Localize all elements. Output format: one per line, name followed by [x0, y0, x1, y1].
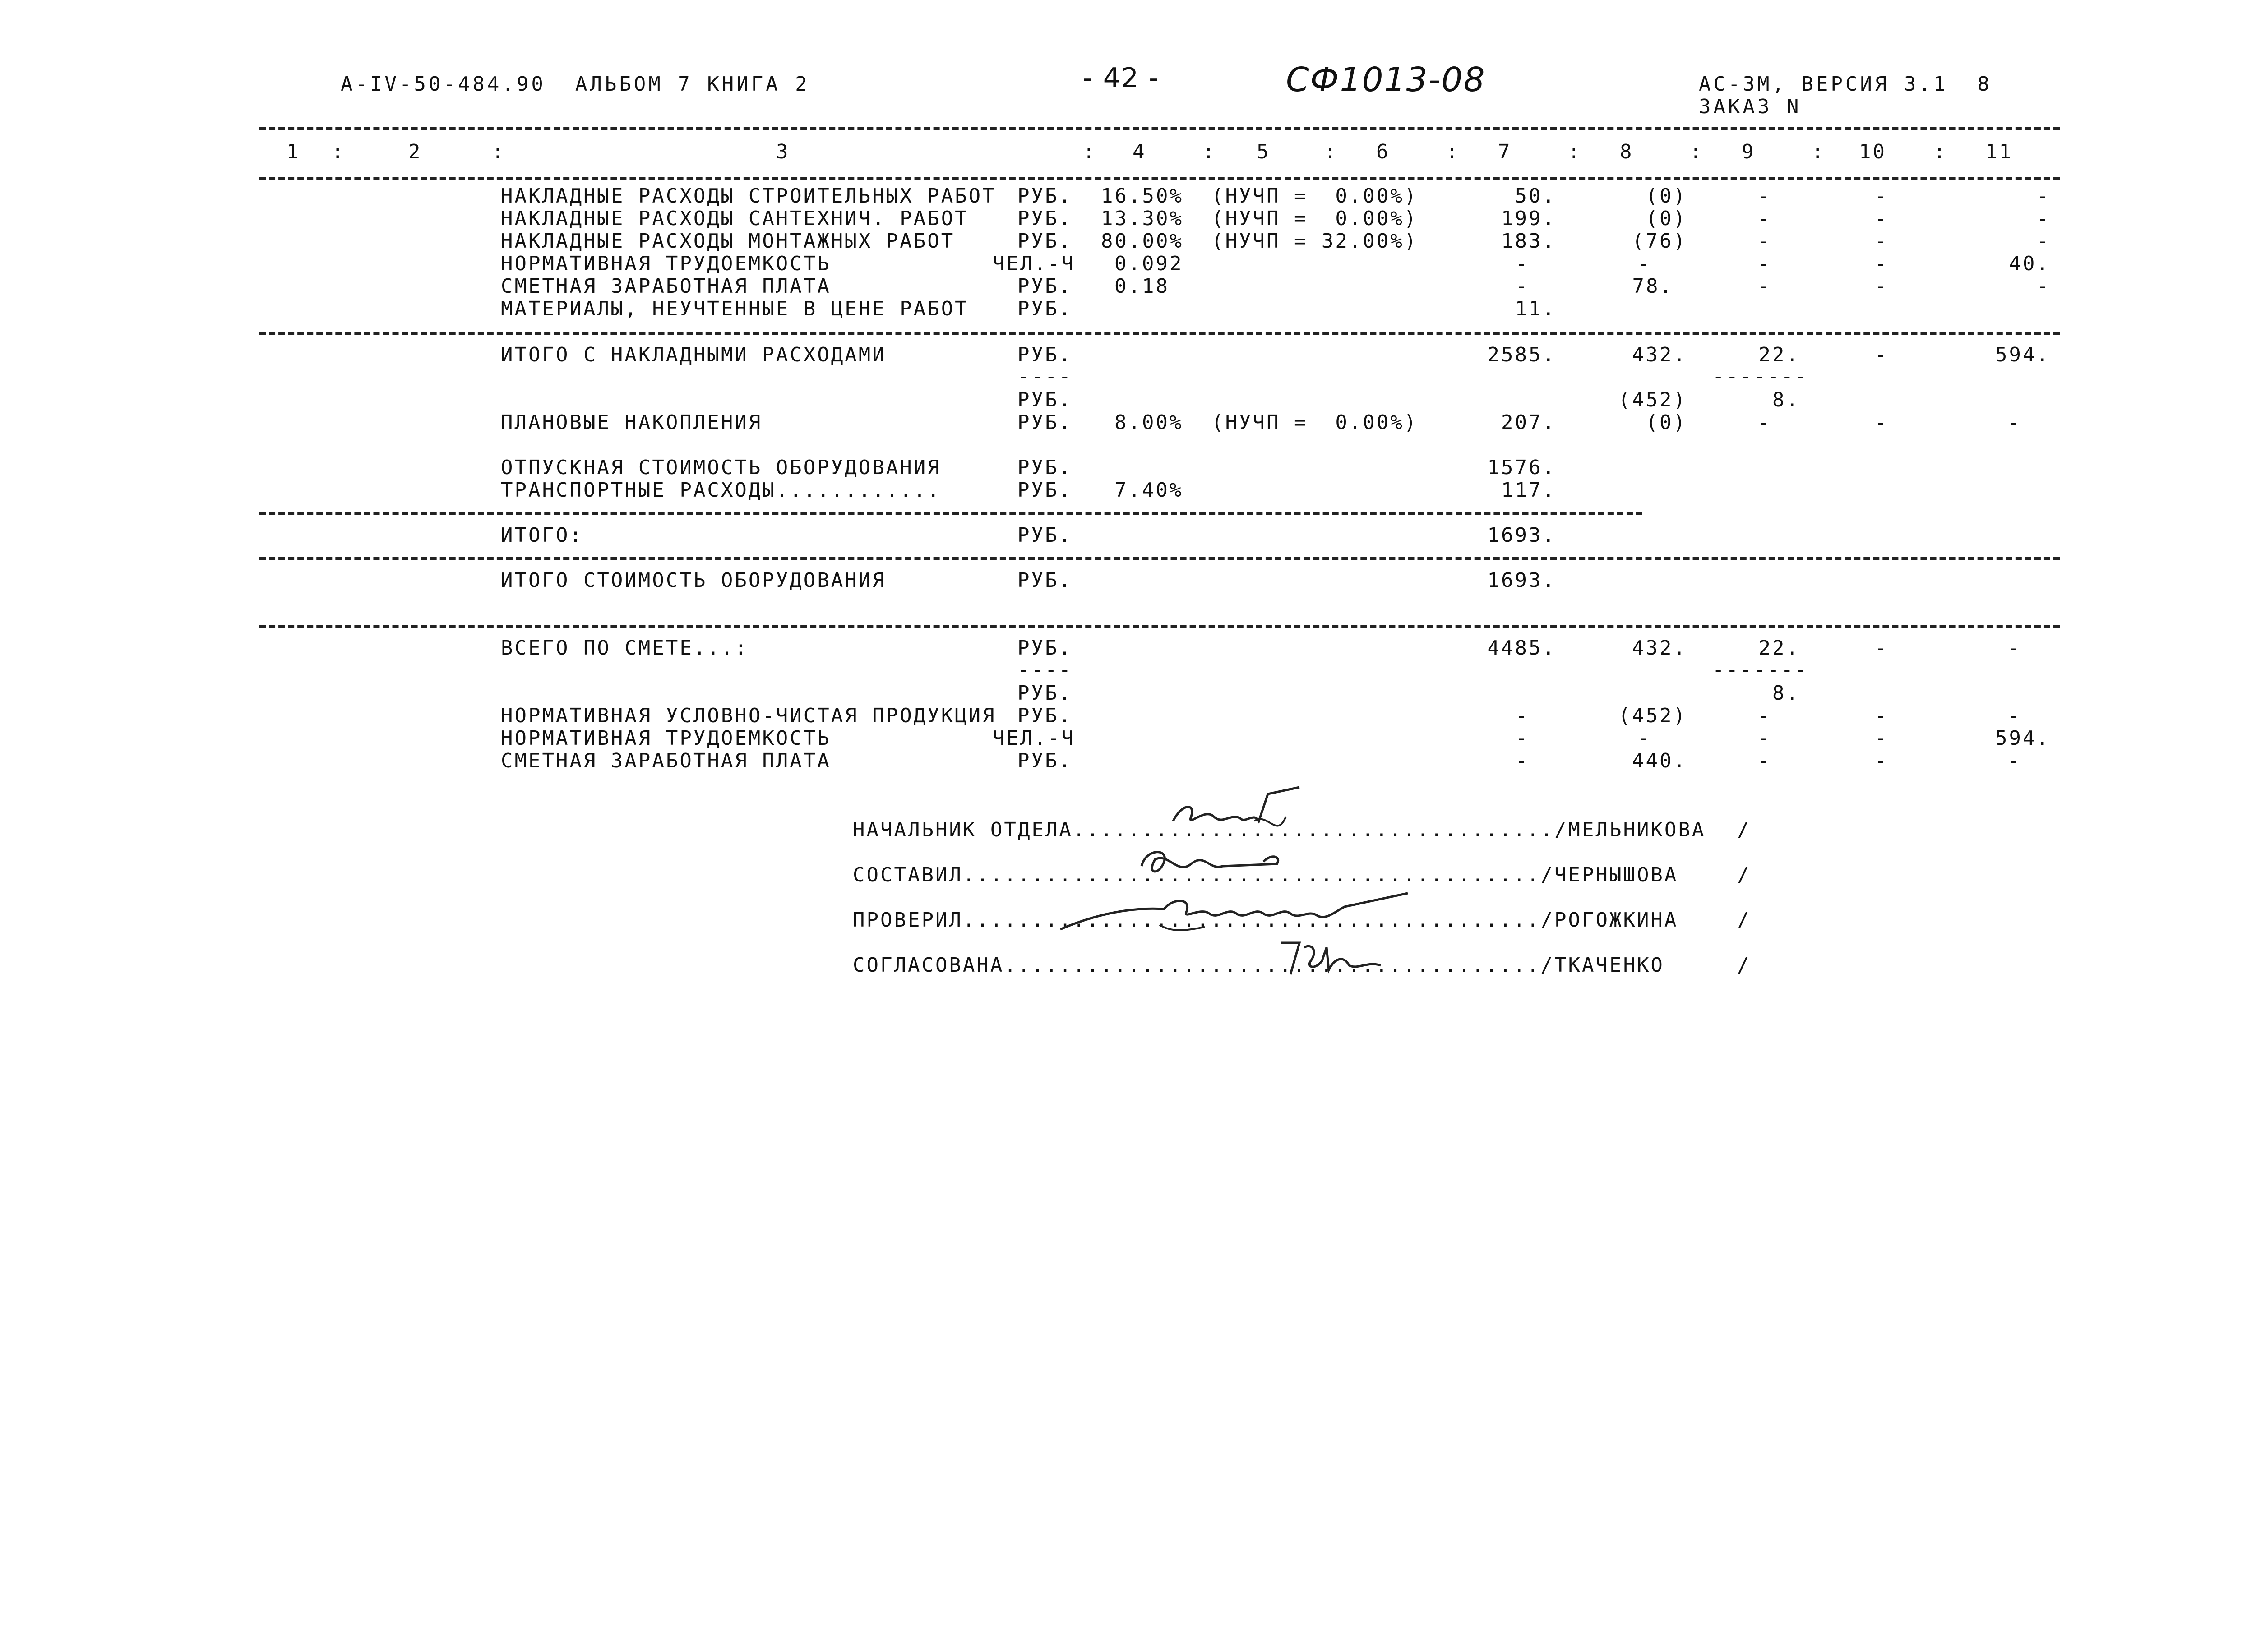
- row-c11: -: [2008, 411, 2022, 434]
- row-nuchp: (НУЧП = 0.00%): [1211, 411, 1418, 434]
- row-c7: 2585.: [1487, 343, 1556, 366]
- row-c9: -: [1757, 727, 1771, 750]
- row-c9: -: [1757, 411, 1771, 434]
- row-c10: -: [1875, 185, 1889, 208]
- col-sep: :: [1083, 140, 1097, 163]
- row-c7: -: [1515, 749, 1529, 772]
- row-c11: -: [2036, 230, 2050, 253]
- signature-slash: /: [1737, 818, 1751, 841]
- handwritten-signature: [1056, 889, 1417, 938]
- row-rate: 16.50%: [1101, 185, 1183, 208]
- row-name: ТРАНСПОРТНЫЕ РАСХОДЫ............: [501, 479, 941, 502]
- row-c7: 207.: [1501, 411, 1556, 434]
- row-name: НОРМАТИВНАЯ ТРУДОЕМКОСТЬ: [501, 727, 831, 750]
- row-c9: -: [1757, 704, 1771, 727]
- row-unit: РУБ.: [1017, 637, 1073, 660]
- row-name: НАКЛАДНЫЕ РАСХОДЫ САНТЕХНИЧ. РАБОТ: [501, 207, 969, 230]
- signature-slash: /: [1737, 954, 1751, 977]
- row-c7: 183.: [1501, 230, 1556, 253]
- row-c10: -: [1875, 275, 1889, 298]
- row-c7: 50.: [1515, 185, 1556, 208]
- row-rate: 8.00%: [1114, 411, 1183, 434]
- col-11: 11: [1985, 140, 2013, 163]
- signature-slash: /: [1737, 909, 1751, 932]
- col-1: 1: [287, 140, 300, 163]
- row-rate: 80.00%: [1101, 230, 1183, 253]
- row-unit: РУБ.: [1017, 388, 1073, 411]
- row-unit: РУБ.: [1017, 524, 1073, 547]
- col-sep: :: [332, 140, 346, 163]
- short-dash: ----: [1017, 365, 1073, 388]
- row-nuchp: (НУЧП = 0.00%): [1211, 185, 1418, 208]
- row-c9: 22.: [1758, 637, 1800, 660]
- row-c9: -: [1757, 207, 1771, 230]
- col-sep: :: [1446, 140, 1460, 163]
- row-name: НОРМАТИВНАЯ УСЛОВНО-ЧИСТАЯ ПРОДУКЦИЯ: [501, 704, 996, 727]
- c9-dash: -------: [1712, 658, 1809, 681]
- row-c11: 40.: [2009, 252, 2050, 275]
- row-c8: (452): [1618, 704, 1687, 727]
- handwritten-signature: [1272, 934, 1390, 983]
- rule: [259, 625, 2060, 628]
- row-c8: -: [1637, 252, 1651, 275]
- row-c7: 1693.: [1487, 569, 1556, 592]
- row-c9: 8.: [1772, 682, 1800, 705]
- row-rate: 0.18: [1114, 275, 1170, 298]
- col-sep: :: [1812, 140, 1826, 163]
- row-unit: РУБ.: [1017, 456, 1073, 479]
- signature-line: СОСТАВИЛ........................................../ЧЕРНЫШОВА: [853, 863, 1678, 886]
- row-c9: -: [1757, 252, 1771, 275]
- row-name: МАТЕРИАЛЫ, НЕУЧТЕННЫЕ В ЦЕНЕ РАБОТ: [501, 297, 969, 320]
- row-unit: РУБ.: [1017, 411, 1073, 434]
- row-c7: 11.: [1515, 297, 1556, 320]
- row-c11: -: [2036, 275, 2050, 298]
- col-sep: :: [1568, 140, 1582, 163]
- row-rate: 13.30%: [1101, 207, 1183, 230]
- signature-line: СОГЛАСОВАНА......................................./ТКАЧЕНКО: [853, 954, 1664, 977]
- row-c8: 78.: [1632, 275, 1674, 298]
- row-name: ОТПУСКНАЯ СТОИМОСТЬ ОБОРУДОВАНИЯ: [501, 456, 941, 479]
- row-c7: 199.: [1501, 207, 1556, 230]
- row-c9: -: [1757, 230, 1771, 253]
- row-c10: -: [1875, 727, 1889, 750]
- row-unit: РУБ.: [1017, 682, 1073, 705]
- row-unit: РУБ.: [1017, 275, 1073, 298]
- col-sep: :: [1690, 140, 1704, 163]
- row-c8: -: [1637, 727, 1651, 750]
- col-sep: :: [1933, 140, 1947, 163]
- row-name: ИТОГО:: [501, 524, 583, 547]
- short-dash: ----: [1017, 658, 1073, 681]
- row-c7: -: [1515, 252, 1529, 275]
- row-unit: РУБ.: [1017, 230, 1073, 253]
- row-rate: 7.40%: [1114, 479, 1183, 502]
- row-unit: РУБ.: [1017, 749, 1073, 772]
- rule-top: [259, 127, 2060, 130]
- row-c9: 8.: [1772, 388, 1800, 411]
- row-c10: -: [1875, 749, 1889, 772]
- col-4: 4: [1133, 140, 1146, 163]
- row-name: НАКЛАДНЫЕ РАСХОДЫ МОНТАЖНЫХ РАБОТ: [501, 230, 955, 253]
- row-unit: ЧЕЛ.-Ч: [993, 727, 1075, 750]
- col-sep: :: [1324, 140, 1338, 163]
- row-c11: -: [2036, 207, 2050, 230]
- page-number: - 42 -: [1083, 62, 1160, 94]
- row-rate: 0.092: [1114, 252, 1183, 275]
- row-c8: (0): [1646, 185, 1687, 208]
- row-name: СМЕТНАЯ ЗАРАБОТНАЯ ПЛАТА: [501, 749, 831, 772]
- handwritten-signature: [1128, 839, 1290, 889]
- col-2: 2: [408, 140, 422, 163]
- signature-line: НАЧАЛЬНИК ОТДЕЛА.................................../МЕЛЬНИКОВА: [853, 818, 1706, 841]
- row-name: НАКЛАДНЫЕ РАСХОДЫ СТРОИТЕЛЬНЫХ РАБОТ: [501, 185, 996, 208]
- col-7: 7: [1498, 140, 1512, 163]
- row-c9: -: [1757, 749, 1771, 772]
- row-c8: 432.: [1632, 637, 1687, 660]
- row-c10: -: [1875, 411, 1889, 434]
- row-c11: 594.: [1995, 727, 2050, 750]
- rule: [259, 557, 2060, 560]
- order-number: ЗАКАЗ N: [1699, 95, 1802, 118]
- row-unit: РУБ.: [1017, 479, 1073, 502]
- row-c10: -: [1875, 704, 1889, 727]
- row-name: СМЕТНАЯ ЗАРАБОТНАЯ ПЛАТА: [501, 275, 831, 298]
- row-name: ИТОГО С НАКЛАДНЫМИ РАСХОДАМИ: [501, 343, 886, 366]
- signature-line: ПРОВЕРИЛ........................................../РОГОЖКИНА: [853, 909, 1678, 932]
- col-sep: :: [492, 140, 506, 163]
- col-3: 3: [776, 140, 790, 163]
- document-code: СФ1013-08: [1286, 60, 1486, 99]
- row-unit: РУБ.: [1017, 343, 1073, 366]
- row-c7: 4485.: [1487, 637, 1556, 660]
- row-unit: РУБ.: [1017, 207, 1073, 230]
- row-c10: -: [1875, 637, 1889, 660]
- row-c8: (452): [1618, 388, 1687, 411]
- row-unit: ЧЕЛ.-Ч: [993, 252, 1075, 275]
- row-c9: 22.: [1758, 343, 1800, 366]
- row-name: ВСЕГО ПО СМЕТЕ...:: [501, 637, 749, 660]
- rule: [259, 332, 2060, 335]
- col-9: 9: [1742, 140, 1756, 163]
- rule: [259, 512, 1642, 515]
- row-unit: РУБ.: [1017, 704, 1073, 727]
- signature-slash: /: [1737, 863, 1751, 886]
- row-nuchp: (НУЧП = 32.00%): [1211, 230, 1418, 253]
- row-c8: (0): [1646, 207, 1687, 230]
- row-name: НОРМАТИВНАЯ ТРУДОЕМКОСТЬ: [501, 252, 831, 275]
- col-5: 5: [1257, 140, 1271, 163]
- row-c7: -: [1515, 704, 1529, 727]
- program-version: АС-3М, ВЕРСИЯ 3.1 8: [1699, 73, 1992, 96]
- row-c7: -: [1515, 727, 1529, 750]
- row-c11: -: [2036, 185, 2050, 208]
- row-c8: (76): [1632, 230, 1687, 253]
- row-c7: 117.: [1501, 479, 1556, 502]
- row-c7: 1693.: [1487, 524, 1556, 547]
- row-unit: РУБ.: [1017, 569, 1073, 592]
- row-c7: -: [1515, 275, 1529, 298]
- row-c8: 432.: [1632, 343, 1687, 366]
- row-unit: РУБ.: [1017, 297, 1073, 320]
- row-c10: -: [1875, 252, 1889, 275]
- row-c11: -: [2008, 704, 2022, 727]
- rule-header-bottom: [259, 177, 2060, 180]
- row-nuchp: (НУЧП = 0.00%): [1211, 207, 1418, 230]
- c9-dash: -------: [1712, 365, 1809, 388]
- col-8: 8: [1620, 140, 1634, 163]
- row-name: ПЛАНОВЫЕ НАКОПЛЕНИЯ: [501, 411, 763, 434]
- row-c7: 1576.: [1487, 456, 1556, 479]
- row-unit: РУБ.: [1017, 185, 1073, 208]
- doc-reference: А-IV-50-484.90 АЛЬБОМ 7 КНИГА 2: [341, 73, 810, 96]
- row-c10: -: [1875, 343, 1889, 366]
- col-6: 6: [1376, 140, 1390, 163]
- row-c9: -: [1757, 185, 1771, 208]
- row-name: ИТОГО СТОИМОСТЬ ОБОРУДОВАНИЯ: [501, 569, 886, 592]
- col-10: 10: [1859, 140, 1886, 163]
- row-c9: -: [1757, 275, 1771, 298]
- row-c8: 440.: [1632, 749, 1687, 772]
- col-sep: :: [1202, 140, 1216, 163]
- row-c11: -: [2008, 749, 2022, 772]
- row-c8: (0): [1646, 411, 1687, 434]
- row-c11: -: [2008, 637, 2022, 660]
- row-c11: 594.: [1995, 343, 2050, 366]
- row-c10: -: [1875, 230, 1889, 253]
- row-c10: -: [1875, 207, 1889, 230]
